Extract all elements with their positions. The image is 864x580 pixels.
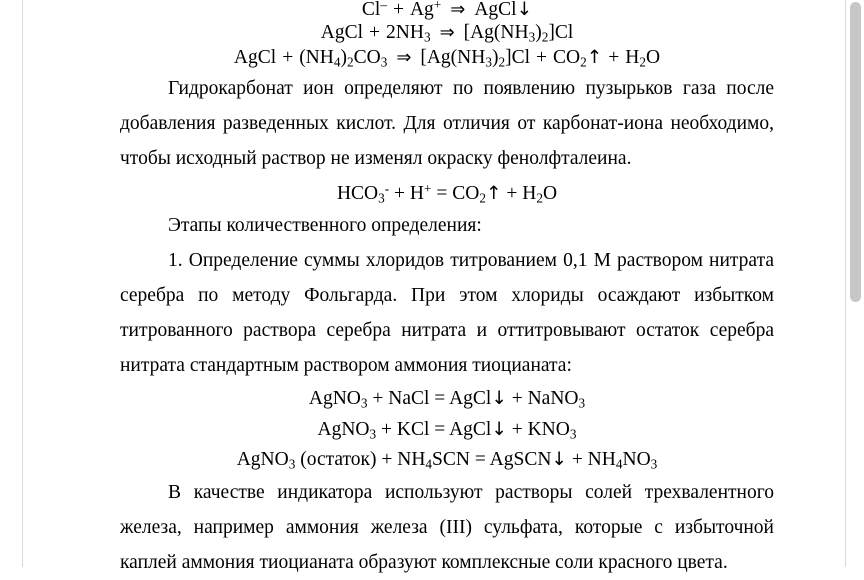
- equation-chloride-silver: Cl– + Ag+ ⇒ AgCl↓: [361, 0, 533, 20]
- line-stages: Этапы количественного определения:: [168, 215, 482, 237]
- paragraph-hydrocarbonate: Гидрокарбонат ион определяют по появлению пузырьков газа после добавления разведенных кислот. Для отличия от карбонат-иона необходимо, чтобы исходный раствор не изменял окраску фенолфталеина.: [120, 77, 774, 169]
- equation-agno3-nh4scn: AgNO$_3$ (остаток) + $NH_4SCN$ = AgSCN↓ + $NH_4NO_3$: [236, 449, 658, 472]
- scrollbar-track[interactable]: [845, 0, 864, 567]
- paragraph-indicator: В качестве индикатора используют растворы солей трехвалентного железа, например аммония железа (III) сульфата, которые с избыточной каплей аммония тиоцианата образуют комплексные соли красного цвета.: [120, 481, 774, 573]
- equation-agno3-nacl: AgNO$_3$ + NaCl = AgCl↓ + NaNO$_3$: [308, 388, 586, 411]
- scrollbar-thumb[interactable]: [850, 2, 861, 302]
- equation-agcl-ammonium-carbonate: AgCl + $(NH_4)_2CO_3$ ⇒ $[Ag(NH_3)_2]Cl$ + $CO_2↑ + H_2O$: [233, 47, 661, 70]
- equation-agno3-kcl: AgNO$_3$ + KCl = AgCl↓ + $KNO_3$: [317, 418, 577, 442]
- paragraph-chloride-determination: 1. Определение суммы хлоридов титрованием 0,1 М раствором нитрата серебра по методу Фольгарда. При этом хлориды осаждают избытком титрованного раствора серебра нитрата и оттитровывают остаток серебра нитрата стандартным раствором аммония тиоцианата:: [120, 250, 774, 377]
- equation-agcl-ammonia: AgCl + $2NH_3$ ⇒ $[Ag(NH_3)_2]Cl$: [320, 22, 574, 45]
- document-body: [120, 0, 774, 573]
- equation-hco3: $HCO_3^- + H^+$ = $CO_2↑ + H_2O$: [336, 180, 558, 205]
- left-margin: [0, 0, 23, 567]
